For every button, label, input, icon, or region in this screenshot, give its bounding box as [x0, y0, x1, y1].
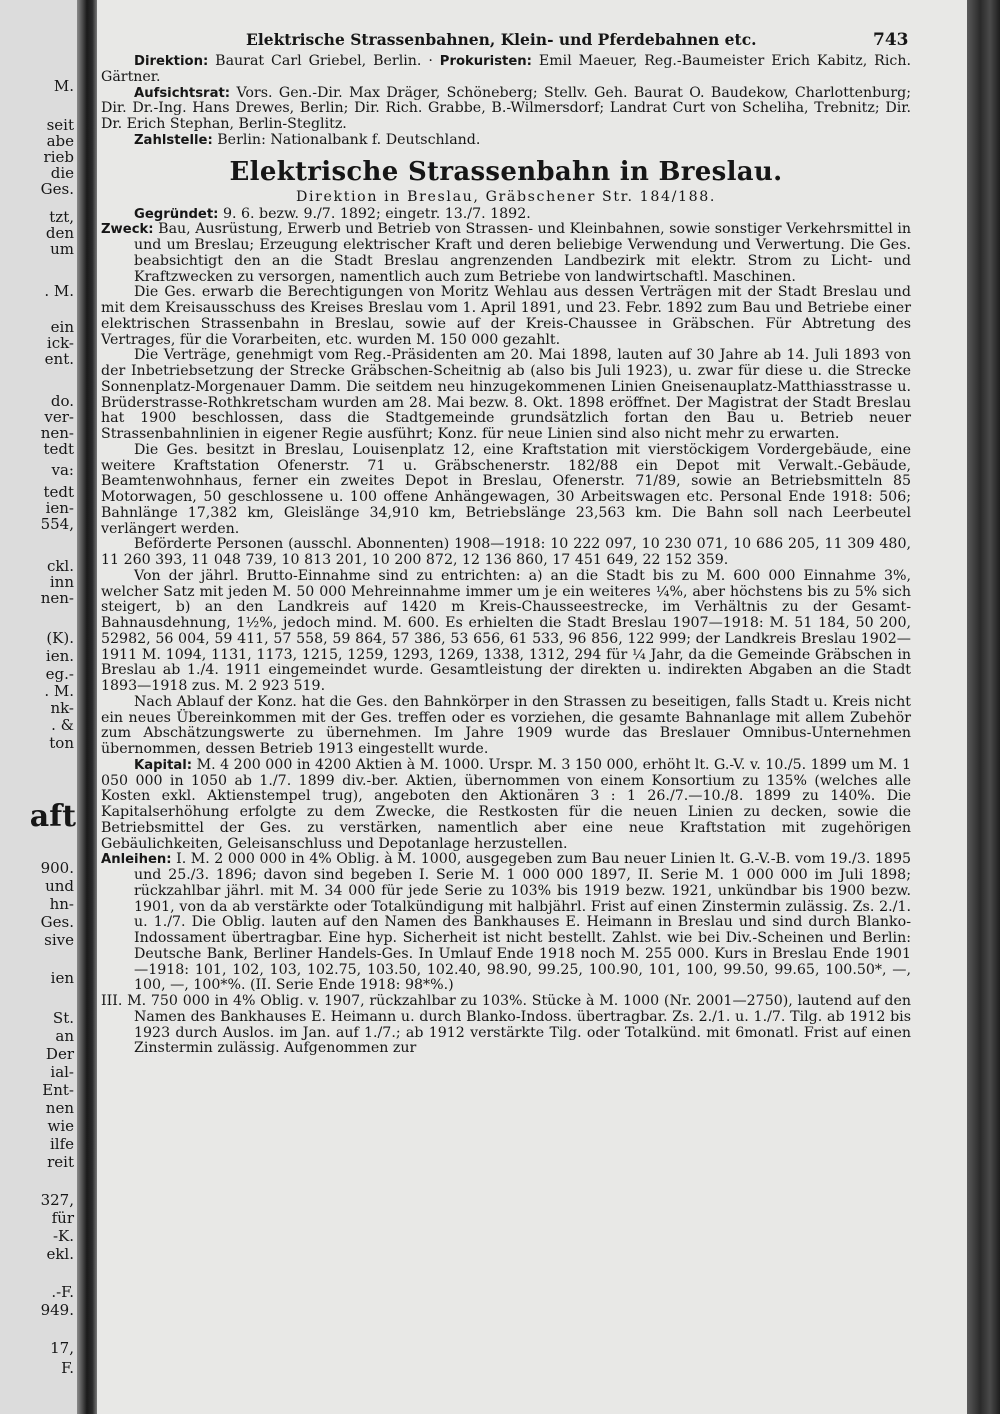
left-fragment: Der	[45, 1045, 74, 1063]
zahlstelle-text: Berlin: Nationalbank f. Deutschland.	[217, 131, 481, 148]
left-fragment: ver-	[44, 408, 74, 426]
article-subtitle: Direktion in Breslau, Gräbschener Str. 184/188.	[296, 188, 716, 205]
left-fragment: und	[45, 877, 74, 895]
prokuristen-text: Emil Maeuer, Reg.-Baumeister Erich Kabitz, Rich. Gärtner.	[101, 53, 911, 85]
zweck-text: Bau, Ausrüstung, Erwerb und Betrieb von Strassen- und Kleinbahnen, sowie sonstiger Verkehrsmittel in und um Breslau; Erzeugung elektrischer Kraft und deren beliebige Verwendung und Verwertung. Die Ges. beabsichtigt den an die Stadt Breslau angrenzenden Landbezirk mit elektr. Strom zu Licht- und Kraftzwecken zu versorgen, namentlich auch zum Betriebe von landwirtschaftl. Maschinen.	[134, 221, 911, 285]
left-fragment: nen-	[40, 424, 74, 442]
left-fragment: wie	[47, 1117, 74, 1135]
left-fragment: hn-	[49, 895, 74, 913]
left-fragment: 17,	[50, 1339, 74, 1357]
left-fragment: . M.	[44, 282, 74, 300]
left-fragment: .-F.	[51, 1283, 74, 1301]
left-fragment: ckl.	[46, 557, 74, 575]
anleihen-label: Anleihen:	[101, 852, 172, 868]
left-fragment: um	[50, 240, 74, 258]
left-fragment: 900.	[40, 859, 74, 877]
left-fragment: inn	[49, 573, 74, 591]
left-fragment: eg.-	[45, 665, 74, 683]
kapital-text: M. 4 200 000 in 4200 Aktien à M. 1000. Urspr. M. 3 150 000, erhöht lt. G.-V. v. 10./5. 1899 um M. 1 050 000 in 1050 ab 1./7. 1899 div.-ber. Aktien, übernommen von einem Konsortium zu 135% (welches alle Kosten exkl. Aktienstempel trug), angeboten den Aktionären 3 : 1 26./7.—10./8. 1899 zu 140%. Die Kapitalserhöhung erfolgte zu dem Zwecke, die Restkosten für die neuen Linien zu decken, sowie die Betriebsmittel der Ges. zu verstärken, namentlich aber eine neue Kraftstation mit zugehörigen Gebäulichkeiten, Geleisanschluss und Depotanlage herzustellen.	[101, 756, 911, 852]
zweck-paragraph	[101, 222, 911, 285]
gegruendet-text: 9. 6. bezw. 9./7. 1892; eingetr. 13./7. 1892.	[222, 205, 531, 222]
left-fragment: ien-	[45, 499, 74, 517]
left-fragment: M.	[53, 77, 74, 95]
left-fragment: abe	[46, 132, 74, 150]
kapital-label: Kapital:	[134, 757, 193, 773]
left-fragment: die	[50, 164, 74, 182]
left-fragment: Ges.	[40, 180, 74, 198]
brutto-paragraph: Von der jährl. Brutto-Einnahme sind zu entrichten: a) an die Stadt bis zu M. 600 000 Einnahme 3%, welcher Satz mit jeden M. 50 000 Mehreinnahme immer um je ein weiteres ¼%, aber höchstens bis zu 5% sich steigert, b) an den Landkreis auf 1420 m Kreis-Chausseestrecke, im Verhältnis zu der Gesamt-Bahnausdehnung, 1½%, jedoch mind. M. 600. Es erhielten die Stadt Breslau 1907—1918: M. 51 184, 50 200, 52982, 56 004, 59 411, 57 558, 59 864, 57 386, 53 656, 61 533, 96 856, 122 999; der Landkreis Breslau 1902—1911 M. 1094, 1131, 1173, 1215, 1259, 1293, 1269, 1338, 1312, 294 für ¼ Jahr, da die Gemeinde Gräbschen in Breslau ab 1./4. 1911 eingemeindet wurde. Gesamtleistung der direkten u. indirekten Abgaben an die Stadt 1893—1918 zus. M. 2 923 519.	[101, 567, 911, 694]
left-fragment: nen	[45, 1099, 74, 1117]
aufsichtsrat-paragraph	[101, 86, 911, 133]
anleihen-iii-paragraph: III. M. 750 000 in 4% Oblig. v. 1907, rückzahlbar zu 103%. Stücke à M. 1000 (Nr. 2001—2750), lautend auf den Namen des Bankhauses E. Heimann u. durch Blanko-Indoss. übertragbar. Zs. 2./1. u. 1./7. Tilg. ab 1912 bis 1923 durch Auslos. im Jan. auf 1./7.; ab 1912 verstärkte Tilg. oder Totalkünd. mit 6monatl. Frist auf einen Zinstermin zulässig. Aufgenommen zur	[101, 993, 911, 1057]
zweck-label: Zweck:	[101, 222, 154, 238]
left-fragment: ein	[50, 318, 74, 336]
left-fragment: tedt	[43, 440, 74, 458]
left-fragment: tedt	[43, 483, 74, 501]
direktion-paragraph	[101, 54, 911, 86]
left-fragment: 327,	[40, 1191, 74, 1209]
left-fragment: ent.	[44, 350, 74, 368]
kapital-paragraph	[101, 758, 911, 853]
left-fragment: nen-	[40, 589, 74, 607]
left-fragment: rieb	[43, 148, 74, 166]
previous-entry	[101, 54, 911, 149]
page-number: 743	[873, 30, 909, 50]
article-title: Elektrische Strassenbahn in Breslau.	[229, 156, 783, 187]
left-fragment: va:	[51, 461, 74, 479]
left-fragment: Ent-	[42, 1081, 74, 1099]
page-content	[101, 30, 911, 1057]
left-fragment: ien.	[45, 647, 74, 665]
left-fragment: ien	[50, 969, 74, 987]
left-fragment: St.	[52, 1009, 74, 1027]
left-fragment: ick-	[46, 334, 74, 352]
vertraege-paragraph: Die Verträge, genehmigt vom Reg.-Präsidenten am 20. Mai 1898, lauten auf 30 Jahre ab 14. Juli 1893 von der Inbetriebsetzung der Strecke Gräbschen-Scheitnig ab (also bis Juli 1923), u. zwar für diese u. die Strecke Sonnenplatz-Morgenauer Damm. Die seitdem neu hinzugekommenen Linien Gneisenauplatz-Matthiasstrasse u. Brüderstrasse-Rothkretscham wurden am 28. Mai bezw. 8. Okt. 1898 eröffnet. Der Magistrat der Stadt Breslau hat 1900 beschlossen, dass die Stadtgemeinde grundsätzlich fortan den Bau u. Betrieb neuer Strassenbahnlinien in eigener Regie ausführt; Konz. für neue Linien sind also nicht mehr zu erwarten.	[101, 347, 911, 442]
page-right-edge	[967, 0, 1000, 1414]
zahlstelle-label: Zahlstelle:	[134, 132, 213, 148]
aufsichtsrat-label: Aufsichtsrat:	[134, 85, 231, 101]
direktion-label: Direktion:	[134, 54, 209, 69]
left-fragment: Ges.	[40, 913, 74, 931]
left-fragment: do.	[50, 392, 74, 410]
left-fragment: nk-	[50, 699, 74, 717]
running-head-title: Elektrische Strassenbahnen, Klein- und Pferdebahnen etc.	[246, 30, 757, 49]
left-fragment: an	[55, 1027, 74, 1045]
left-fragment: 554,	[40, 515, 74, 533]
gegruendet-paragraph	[101, 207, 911, 223]
left-fragment: (K).	[46, 629, 74, 647]
ablauf-paragraph: Nach Ablauf der Konz. hat die Ges. den Bahnkörper in den Strassen zu beseitigen, falls Stadt u. Kreis nicht ein neues Übereinkommen mit der Ges. treffen oder es vorziehen, die gesamte Bahnanlage mit allem Zubehör zum Abschätzungswerte zu übernehmen. Im Jahre 1909 wurde das Breslauer Omnibus-Unternehmen übernommen, dessen Betrieb 1913 eingestellt wurde.	[101, 693, 911, 757]
left-fragment: aft	[29, 799, 76, 834]
left-fragment: 949.	[40, 1301, 74, 1319]
book-spine	[77, 0, 99, 1414]
running-head	[101, 30, 911, 54]
left-fragment: ton	[49, 734, 74, 752]
left-fragment: den	[45, 224, 74, 242]
left-fragment: F.	[61, 1359, 74, 1377]
left-fragment: seit	[46, 116, 74, 134]
book-page	[97, 0, 967, 1414]
direktion-text: Baurat Carl Griebel, Berlin. ·	[215, 53, 440, 69]
zahlstelle-paragraph	[101, 133, 911, 149]
anleihen-paragraph	[101, 852, 911, 994]
left-fragment: . &	[51, 716, 74, 734]
prokuristen-label: Prokuristen:	[439, 54, 532, 69]
left-page-margin	[0, 0, 78, 1414]
left-fragment: ial-	[50, 1063, 74, 1081]
besitzt-paragraph: Die Ges. besitzt in Breslau, Louisenplatz 12, eine Kraftstation mit vierstöckigem Vordergebäude, eine weitere Kraftstation Ofenerstr. 71 u. Gräbschenerstr. 182/88 ein Depot mit Verwalt.-Gebäude, Beamtenwohnhaus, ferner ein zweites Depot in Breslau, Ofenerstr. 71/89, sowie an Betriebsmitteln 85 Motorwagen, 50 geschlossene u. 100 offene Anhängewagen, 30 Arbeitswagen etc. Personal Ende 1918: 506; Bahnlänge 17,382 km, Gleislänge 34,910 km, Betriebslänge 23,563 km. Die Bahn soll nach Leerbeutel verlängert werden.	[101, 441, 911, 537]
left-fragment: -K.	[52, 1227, 74, 1245]
gegruendet-label: Gegründet:	[134, 206, 219, 222]
left-fragment: sive	[44, 931, 74, 949]
left-fragment: ilfe	[49, 1135, 74, 1153]
left-fragment: reit	[47, 1153, 74, 1171]
left-fragment: . M.	[44, 682, 74, 700]
aufsichtsrat-text: Vors. Gen.-Dir. Max Dräger, Schöneberg; Stellv. Geh. Baurat O. Baudekow, Charlottenburg; Dir. Dr.-Ing. Hans Drewes, Berlin; Dir. Rich. Grabbe, B.-Wilmersdorf; Landrat Curt von Scheliha, Trebnitz; Dir. Dr. Erich Stephan, Berlin-Steglitz.	[101, 84, 911, 132]
anleihen-text: I. M. 2 000 000 in 4% Oblig. à M. 1000, ausgegeben zum Bau neuer Linien lt. G.-V.-B. vom 19./3. 1895 und 25./3. 1896; davon sind begeben I. Serie M. 1 000 000 1897, II. Serie M. 1 000 000 im Juli 1898; rückzahlbar jährl. mit M. 34 000 für jede Serie zu 103% bis 1919 bezw. 1921, unkündbar bis 1900 bezw. 1901, von da ab verstärkte oder Totalkündigung mit halbjährl. Frist auf einen Zinstermin zulässig. Zs. 2./1. u. 1./7. Die Oblig. lauten auf den Namen des Bankhauses E. Heimann in Breslau und sind durch Blanko-Indossament übertragbar. Eine hyp. Sicherheit ist nicht bestellt. Zahlst. wie bei Div.-Scheinen und Berlin: Deutsche Bank, Berliner Handels-Ges. In Umlauf Ende 1918 noch M. 255 000. Kurs in Breslau Ende 1901—1918: 101, 102, 103, 102.75, 103.50, 102.40, 98.90, 99.25, 100.90, 101, 100, 99.50, 99.65, 100.50*, —, 100, —, 100*%. (II. Serie Ende 1918: 98*%.)	[134, 851, 911, 994]
left-fragment: tzt,	[49, 208, 74, 226]
left-fragment: für	[51, 1209, 74, 1227]
befoerderte-paragraph: Beförderte Personen (ausschl. Abonnenten) 1908—1918: 10 222 097, 10 230 071, 10 686 205, 11 309 480, 11 260 393, 11 048 739, 10 813 201, 10 200 872, 12 136 860, 17 451 649, 22 152 359.	[101, 536, 911, 568]
left-fragment: ekl.	[46, 1245, 74, 1263]
erwarb-paragraph: Die Ges. erwarb die Berechtigungen von Moritz Wehlau aus dessen Verträgen mit der Stadt Breslau und mit dem Kreisausschuss des Kreises Breslau vom 1. April 1891, und 23. Febr. 1892 zum Bau und Betriebe einer elektrischen Strassenbahn in Breslau, sowie auf der Kreis-Chaussee in Gräbschen. Für Abtretung des Vertrages, für die Vorarbeiten, etc. wurden M. 150 000 gezahlt.	[101, 284, 911, 348]
